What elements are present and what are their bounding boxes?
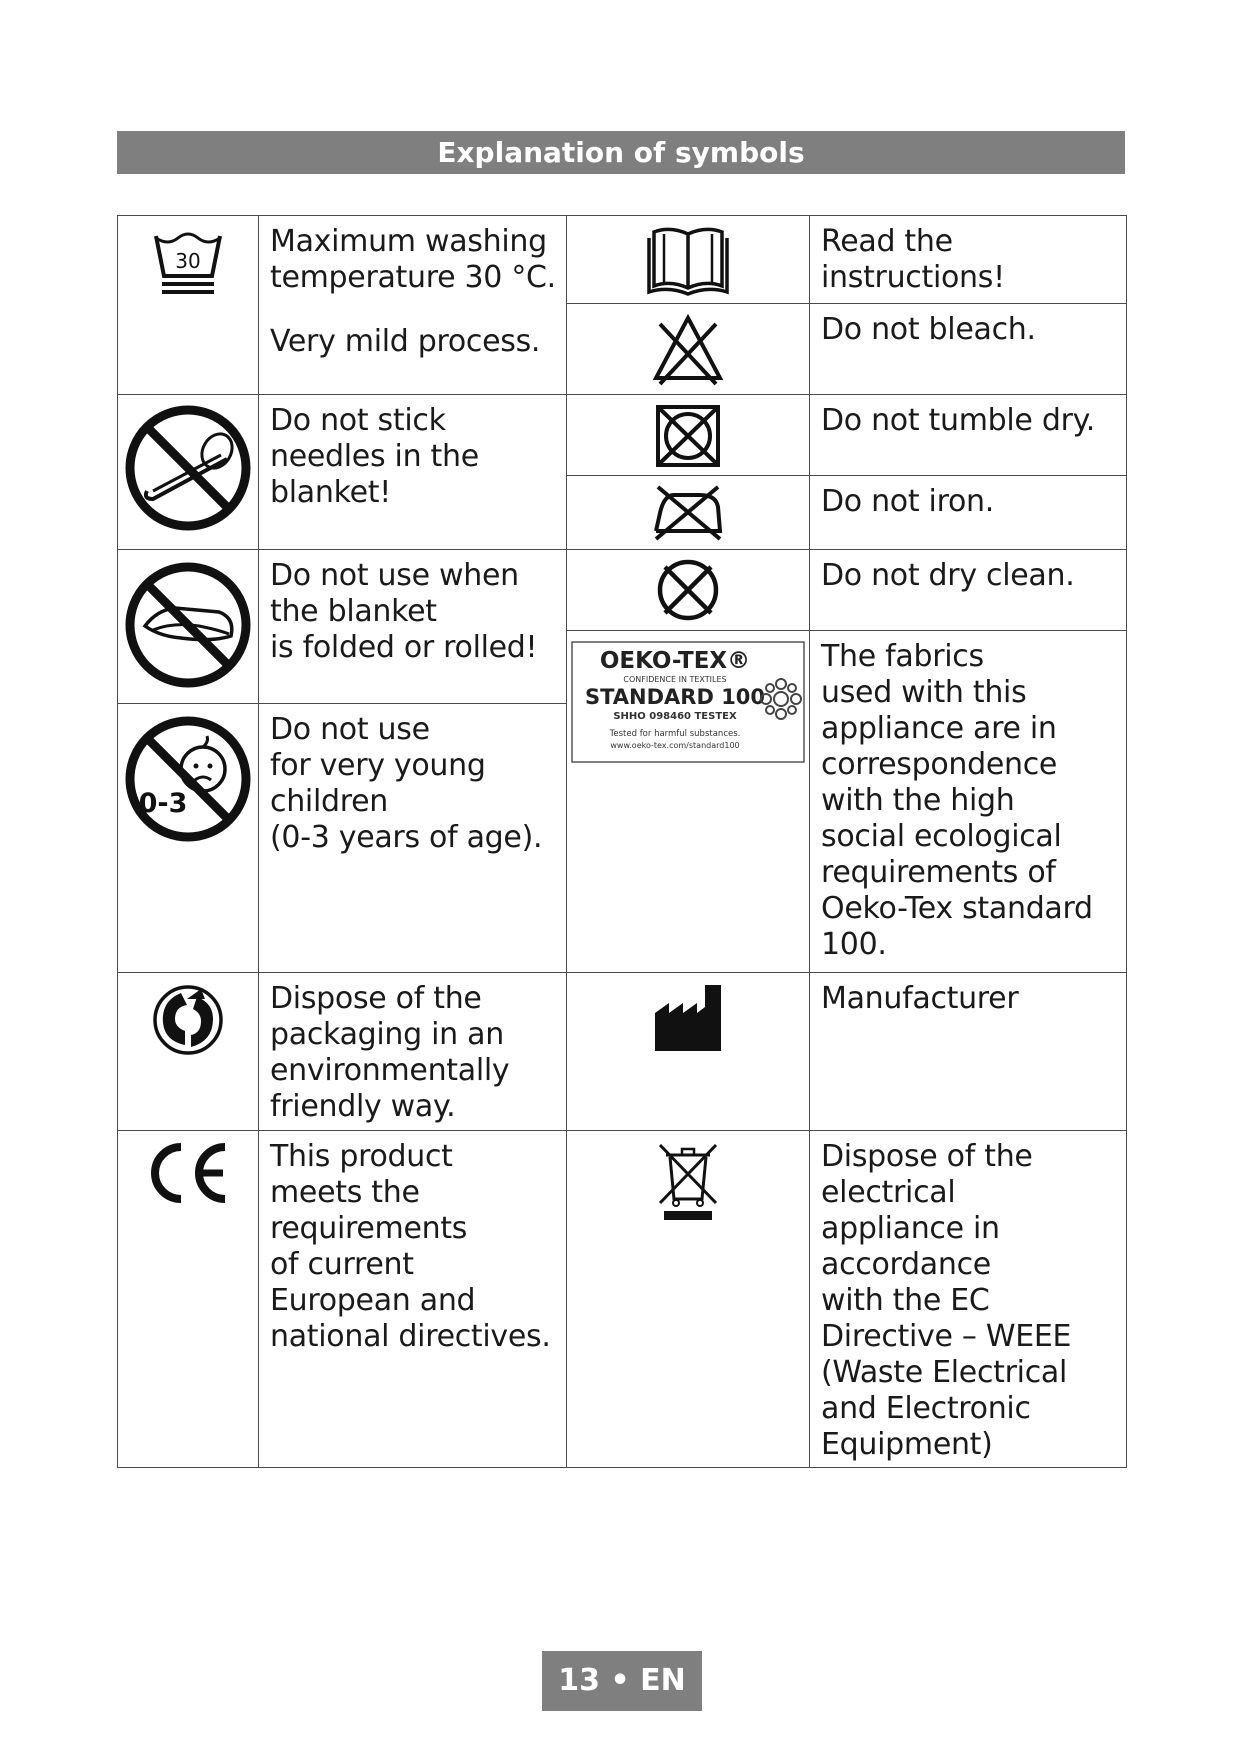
no-tumble-dry-icon bbox=[653, 403, 723, 469]
page-number: 13 • EN bbox=[542, 1651, 702, 1711]
symbols-table bbox=[117, 215, 1127, 1468]
book-icon-cell bbox=[567, 216, 810, 304]
no-needles-icon bbox=[123, 403, 253, 533]
crossed-bin-icon-cell bbox=[567, 1131, 810, 1468]
manufacturer-text: Manufacturer bbox=[821, 981, 1019, 1016]
no-folded-icon-cell bbox=[118, 550, 259, 704]
ce-cell bbox=[259, 1131, 567, 1468]
no-folded-text: Do not use when the blanket is folded or rolled! bbox=[270, 558, 538, 665]
oeko-tex-cell bbox=[810, 631, 1127, 973]
no-needles-icon-cell bbox=[118, 395, 259, 550]
read-instructions-cell bbox=[810, 216, 1127, 304]
wash-temp-text: 30 bbox=[175, 249, 201, 273]
no-children-text: Do not use for very young children (0-3 years of age). bbox=[270, 712, 543, 855]
no-needles-text: Do not stick needles in the blanket! bbox=[270, 403, 479, 510]
manufacturer-cell bbox=[810, 973, 1127, 1131]
wash-30-line2: Very mild process. bbox=[270, 324, 541, 359]
oeko-tex-tagline: CONFIDENCE IN TEXTILES bbox=[623, 675, 727, 684]
weee-text: Dispose of the electrical appliance in accordance with the EC Directive – WEEE (Waste Electrical and Electronic Equipment) bbox=[821, 1139, 1072, 1462]
green-dot-icon bbox=[151, 983, 225, 1057]
no-tumble-dry-cell bbox=[810, 395, 1127, 476]
no-tumble-dry-icon-cell bbox=[567, 395, 810, 476]
ce-mark-icon bbox=[145, 1141, 231, 1205]
no-children-cell bbox=[259, 704, 567, 973]
oeko-tex-title: OEKO-TEX® bbox=[599, 648, 751, 674]
no-tumble-dry-text: Do not tumble dry. bbox=[821, 403, 1096, 438]
no-bleach-icon-cell bbox=[567, 304, 810, 395]
no-folded-blanket-icon bbox=[123, 560, 253, 690]
ce-text: This product meets the requirements of current European and national directives. bbox=[270, 1139, 551, 1354]
oeko-tex-standard: STANDARD 100 bbox=[584, 685, 766, 709]
wash-30-icon-cell bbox=[118, 216, 259, 395]
factory-icon bbox=[653, 983, 723, 1053]
crossed-bin-icon bbox=[656, 1141, 720, 1223]
oeko-tex-icon-cell bbox=[567, 631, 810, 973]
wash-30-line1: Maximum washing temperature 30 °C. bbox=[270, 224, 556, 295]
no-bleach-cell bbox=[810, 304, 1127, 395]
green-dot-text: Dispose of the packaging in an environmentally friendly way. bbox=[270, 981, 510, 1124]
oeko-tex-tested: Tested for harmful substances. bbox=[609, 729, 741, 739]
no-iron-text: Do not iron. bbox=[821, 484, 994, 519]
no-iron-icon-cell bbox=[567, 476, 810, 550]
weee-cell bbox=[810, 1131, 1127, 1468]
wash-30-text-cell bbox=[259, 216, 567, 395]
no-dry-clean-cell bbox=[810, 550, 1127, 631]
oeko-tex-url: www.oeko-tex.com/standard100 bbox=[610, 741, 740, 750]
factory-icon-cell bbox=[567, 973, 810, 1131]
book-icon bbox=[646, 224, 730, 298]
no-bleach-text: Do not bleach. bbox=[821, 312, 1036, 347]
ce-mark-icon-cell bbox=[118, 1131, 259, 1468]
no-dry-clean-icon bbox=[653, 557, 723, 623]
section-title: Explanation of symbols bbox=[117, 131, 1125, 174]
oeko-tex-text: The fabrics used with this appliance are in correspondence with the high social ecological requirements of Oeko-Tex standard 100. bbox=[821, 639, 1093, 962]
no-iron-icon bbox=[650, 483, 726, 543]
oeko-tex-cert: SHHO 098460 TESTEX bbox=[613, 711, 737, 722]
no-dry-clean-icon-cell bbox=[567, 550, 810, 631]
wash-30-icon bbox=[148, 224, 228, 304]
read-instructions-text: Read the instructions! bbox=[821, 224, 1005, 295]
oeko-tex-label bbox=[571, 641, 805, 763]
no-bleach-icon bbox=[650, 312, 726, 388]
no-needles-cell bbox=[259, 395, 567, 550]
no-dry-clean-text: Do not dry clean. bbox=[821, 558, 1075, 593]
green-dot-cell bbox=[259, 973, 567, 1131]
green-dot-icon-cell bbox=[118, 973, 259, 1131]
no-children-icon-cell bbox=[118, 704, 259, 973]
no-folded-cell bbox=[259, 550, 567, 704]
no-iron-cell bbox=[810, 476, 1127, 550]
age-range-text: 0-3 bbox=[138, 788, 188, 819]
no-children-icon bbox=[123, 714, 253, 844]
